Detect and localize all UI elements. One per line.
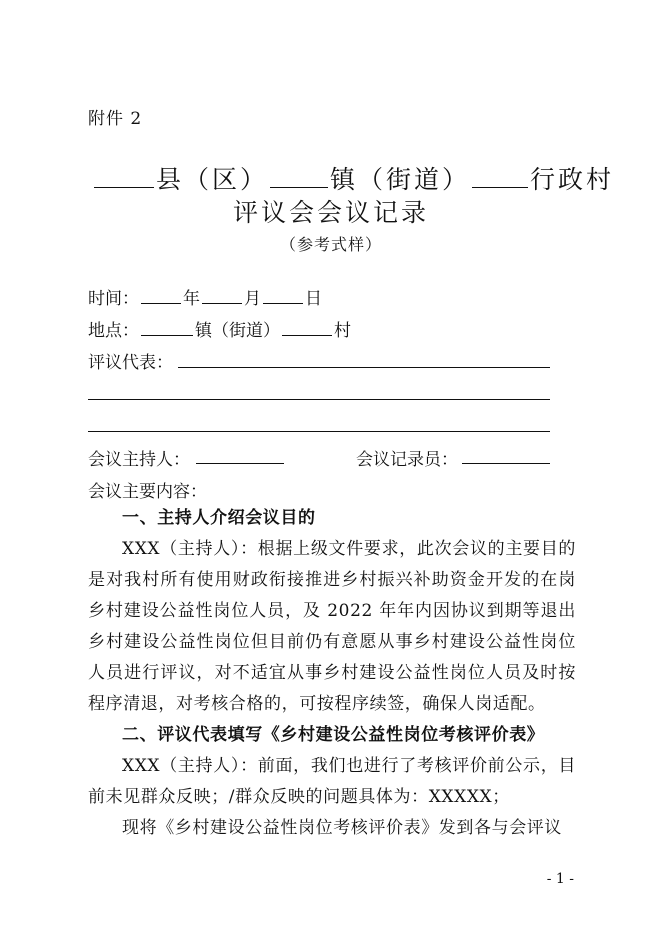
title-town: 镇（街道） bbox=[330, 165, 471, 194]
title-line-1 bbox=[92, 160, 614, 196]
host-line bbox=[196, 463, 284, 464]
year-label: 年 bbox=[183, 289, 200, 309]
section-paragraph: XXX（主持人）：前面，我们也进行了考核评价前公示，目前未见群众反映；/群众反映的问题具体为：XXXXX； bbox=[88, 756, 576, 807]
section-paragraph: 现将《乡村建设公益性岗位考核评价表》发到各与会评议 bbox=[122, 818, 562, 838]
place-town-label: 镇（街道） bbox=[195, 321, 280, 341]
title-county: 县（区） bbox=[156, 165, 269, 194]
day-label: 日 bbox=[305, 289, 322, 309]
page-number: - 1 - bbox=[546, 871, 574, 887]
content-label: 会议主要内容： bbox=[88, 482, 207, 502]
reps-line-1 bbox=[178, 367, 550, 368]
recorder-line bbox=[462, 463, 550, 464]
section-1 bbox=[88, 503, 576, 720]
recorder-field bbox=[356, 445, 458, 470]
title-village: 行政村 bbox=[530, 165, 615, 194]
blank-month bbox=[202, 303, 242, 304]
title-line-2: 评议会会议记录 bbox=[232, 198, 429, 227]
place-village-label: 村 bbox=[334, 321, 351, 341]
reps-line-3 bbox=[88, 431, 550, 432]
place-label: 地点： bbox=[88, 321, 139, 341]
subtitle: （参考式样） bbox=[279, 235, 382, 254]
blank-county bbox=[94, 187, 154, 188]
recorder-label: 会议记录员： bbox=[356, 450, 458, 470]
blank-place-village bbox=[282, 335, 332, 336]
reps-field bbox=[88, 348, 173, 373]
time-label: 时间： bbox=[88, 289, 139, 309]
host-label: 会议主持人： bbox=[88, 450, 190, 470]
host-field bbox=[88, 445, 190, 470]
section-2 bbox=[88, 720, 576, 844]
blank-town bbox=[270, 187, 328, 188]
blank-year bbox=[141, 303, 181, 304]
month-label: 月 bbox=[244, 289, 261, 309]
section-paragraph: XXX（主持人）：根据上级文件要求，此次会议的主要目的是对我村所有使用财政衔接推进乡村振兴补助资金开发的在岗乡村建设公益性岗位人员，及 2022 年年内因协议到期等退出乡村建设公益性岗位但目前仍有意愿从事乡村建设公益性岗位人员进行评议，对不适宜从事乡村建设公益性岗位人员及时按程序清退，对考核合格的，可按程序续签，确保人岗适配。 bbox=[88, 539, 576, 714]
time-field bbox=[88, 284, 322, 309]
blank-day bbox=[263, 303, 303, 304]
section-heading: 二、评议代表填写《乡村建设公益性岗位考核评价表》 bbox=[122, 725, 545, 745]
place-field bbox=[88, 316, 351, 341]
attachment-label: 附件 2 bbox=[88, 109, 143, 129]
blank-place-town bbox=[141, 335, 193, 336]
reps-line-2 bbox=[88, 399, 550, 400]
reps-label: 评议代表： bbox=[88, 353, 173, 373]
section-heading: 一、主持人介绍会议目的 bbox=[122, 508, 316, 528]
blank-village bbox=[472, 187, 528, 188]
